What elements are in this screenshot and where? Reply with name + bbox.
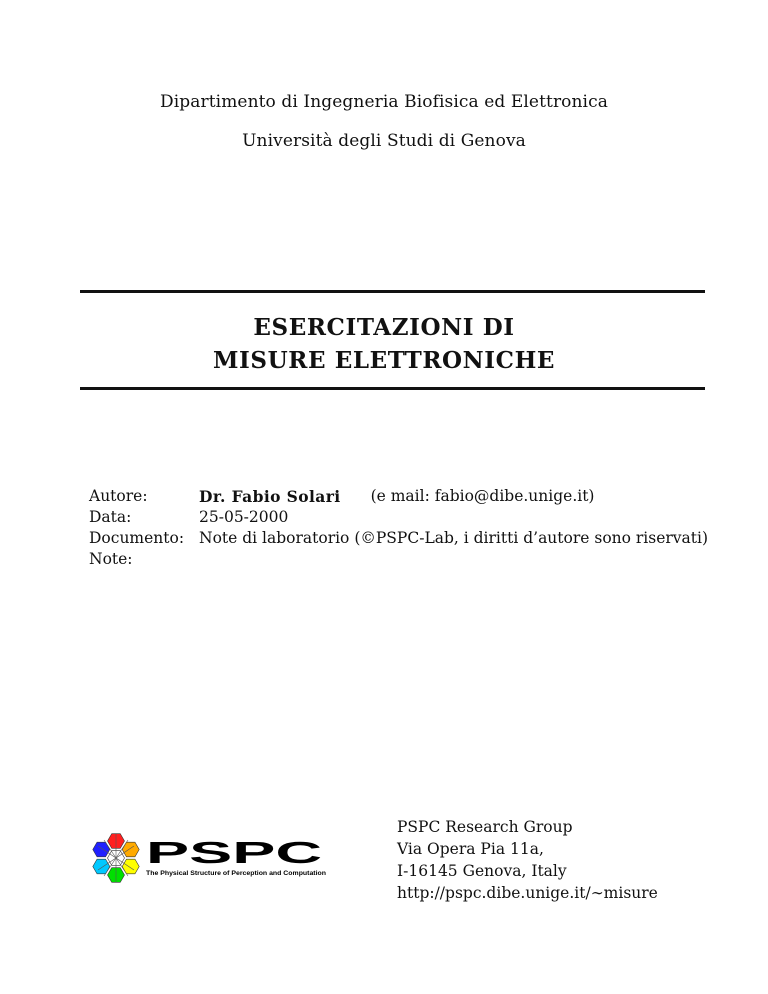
document-title [0, 311, 768, 377]
date-label: Data: [89, 508, 132, 526]
logo-wordmark: PSPC [146, 835, 322, 870]
author-label: Autore: [89, 487, 148, 505]
title-line-1: ESERCITAZIONI DI [253, 314, 515, 341]
author-email: (e mail: fabio@dibe.unige.it) [370, 487, 595, 505]
title-line-2: MISURE ELETTRONICHE [212, 347, 556, 374]
logo-tagline: The Physical Structure of Perception and Computation [146, 871, 327, 877]
university-heading: Università degli Studi di Genova [242, 131, 526, 151]
info-table [89, 486, 708, 570]
address-line-3: I-16145 Genova, Italy [397, 862, 567, 880]
document-label: Documento: [89, 529, 185, 547]
website-url: http://pspc.dibe.unige.it/∼misure [397, 884, 658, 902]
title-rule-top [80, 290, 705, 293]
author-name: Dr. Fabio Solari [199, 487, 341, 506]
department-heading: Dipartimento di Ingegneria Biofisica ed Elettronica [160, 92, 608, 112]
pspc-logo [86, 826, 328, 888]
document-row [89, 528, 708, 549]
note-row [89, 549, 708, 570]
author-row [89, 486, 708, 507]
logo-hex-lattice [98, 834, 134, 882]
address-line-1: PSPC Research Group [397, 818, 573, 836]
address-block [397, 816, 658, 904]
date-row [89, 507, 708, 528]
date-value: 25-05-2000 [199, 508, 289, 526]
note-label: Note: [89, 550, 133, 568]
document-value: Note di laboratorio (©PSPC-Lab, i diritti d’autore sono riservati) [199, 529, 709, 547]
title-rule-bottom [80, 387, 705, 390]
address-line-2: Via Opera Pia 11a, [397, 840, 544, 858]
